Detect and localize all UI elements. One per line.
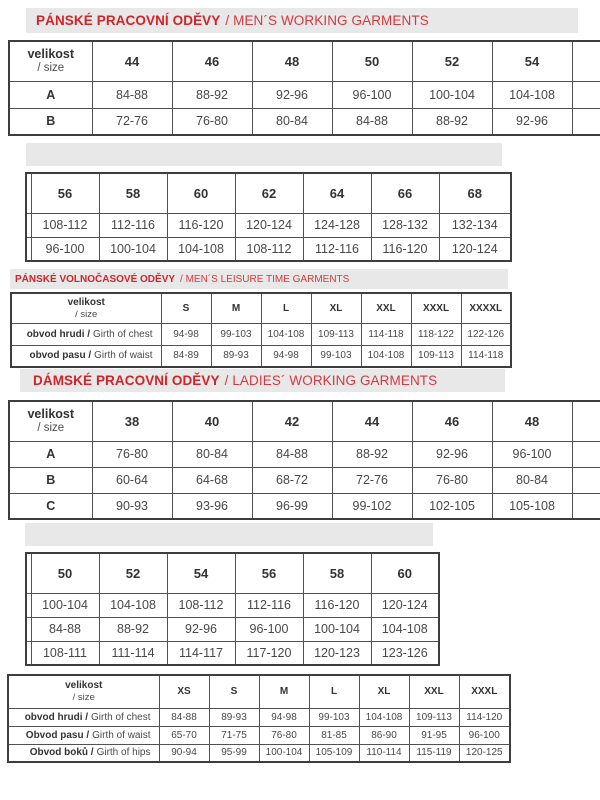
size-column-header: 42 [252,401,332,441]
size-column-header: 68 [439,173,511,213]
size-value-cell: 94-98 [261,345,311,367]
size-column-header: M [259,675,309,708]
size-column-header: 62 [235,173,303,213]
size-value-cell: 117-120 [235,641,303,665]
size-value-cell: 112-116 [303,237,371,261]
header-row [9,41,600,81]
row-label-english: Girth of waist [94,350,153,362]
size-value-cell: 64-68 [172,467,252,493]
size-value-cell: 108-112 [167,593,235,617]
header-row [26,553,439,593]
size-value-cell: 115-119 [409,744,459,762]
size-column-header: M [211,293,261,323]
size-column-header: 54 [167,553,235,593]
size-value-cell: 84-88 [332,108,412,135]
row-label: B [9,108,92,135]
size-label-english: / size [75,308,98,320]
cut-column [572,81,600,108]
size-label-header [11,293,161,323]
section-title-mens-working [26,8,578,33]
header-row [11,293,511,323]
header-row [26,173,511,213]
cut-column [572,467,600,493]
size-value-cell: 60-64 [92,467,172,493]
size-value-cell: 84-89 [161,345,211,367]
table-row [26,213,511,237]
size-value-cell: 124-128 [303,213,371,237]
size-value-cell: 114-120 [459,708,510,726]
size-value-cell: 132-134 [439,213,511,237]
mens-leisure-sizes-table [10,292,512,368]
size-value-cell: 104-108 [167,237,235,261]
size-value-cell: 88-92 [412,108,492,135]
table-row [26,617,439,641]
size-column-header: 48 [252,41,332,81]
table-row [9,493,600,519]
size-value-cell: 92-96 [492,108,572,135]
size-column-header: XXXXL [461,293,511,323]
mens-working-sizes-table-1 [8,40,600,136]
table-row [11,345,511,367]
size-column-header: XXXL [459,675,510,708]
ladies-working-sizes-table-1 [8,400,600,520]
size-column-header: 64 [303,173,371,213]
size-column-header: 58 [99,173,167,213]
size-value-cell: 109-113 [311,323,361,345]
section-title-czech: DÁMSKÉ PRACOVNÍ ODĚVY [33,373,220,388]
size-value-cell: 76-80 [172,108,252,135]
size-value-cell: 120-124 [439,237,511,261]
size-value-cell: 104-108 [359,708,409,726]
size-column-header: XXL [409,675,459,708]
table-row [8,708,510,726]
size-value-cell: 72-76 [92,108,172,135]
size-value-cell: 84-88 [92,81,172,108]
size-value-cell: 105-108 [492,493,572,519]
size-value-cell: 84-88 [159,708,209,726]
row-label [11,323,161,345]
row-label-czech: Obvod pasu / [25,729,90,741]
size-value-cell: 86-90 [359,726,409,744]
size-value-cell: 116-120 [371,237,439,261]
section-title-czech: PÁNSKÉ VOLNOČASOVÉ ODĚVY [15,273,176,285]
size-column-header: 56 [31,173,99,213]
size-value-cell: 108-111 [31,641,99,665]
cut-column [572,401,600,441]
row-label: C [9,493,92,519]
size-label-header [9,401,92,441]
table-row [8,744,510,762]
size-value-cell: 104-108 [361,345,411,367]
size-column-header: XL [311,293,361,323]
size-value-cell: 94-98 [259,708,309,726]
section-title-mens-leisure [10,269,508,289]
size-value-cell: 100-104 [259,744,309,762]
row-label-english: Girth of chest [93,328,153,340]
size-value-cell: 114-117 [167,641,235,665]
divider-band [25,523,433,546]
size-value-cell: 92-96 [167,617,235,641]
size-value-cell: 93-96 [172,493,252,519]
cut-column [572,41,600,81]
section-title-english: / LADIES´ WORKING GARMENTS [224,373,438,388]
size-column-header: 52 [99,553,167,593]
size-column-header: 38 [92,401,172,441]
size-value-cell: 123-126 [371,641,439,665]
size-value-cell: 99-103 [311,345,361,367]
size-value-cell: 120-125 [459,744,510,762]
size-column-header: 48 [492,401,572,441]
size-column-header: 60 [371,553,439,593]
size-value-cell: 96-100 [492,441,572,467]
size-value-cell: 96-99 [252,493,332,519]
size-value-cell: 95-99 [209,744,259,762]
row-label: A [9,441,92,467]
size-column-header: 58 [303,553,371,593]
size-column-header: 44 [92,41,172,81]
size-value-cell: 99-103 [309,708,359,726]
row-label: A [9,81,92,108]
divider-band [26,143,502,166]
row-label-czech: obvod pasu / [29,350,92,362]
size-value-cell: 111-114 [99,641,167,665]
size-value-cell: 88-92 [332,441,412,467]
size-value-cell: 116-120 [303,593,371,617]
size-column-header: 54 [492,41,572,81]
table-row [9,441,600,467]
size-column-header: 44 [332,401,412,441]
row-label [11,345,161,367]
size-column-header: 50 [31,553,99,593]
size-value-cell: 99-103 [211,323,261,345]
size-value-cell: 96-100 [31,237,99,261]
size-value-cell: 104-108 [371,617,439,641]
cut-column [572,441,600,467]
table-row [9,467,600,493]
size-value-cell: 120-123 [303,641,371,665]
size-label-czech: velikost [27,46,75,61]
mens-working-sizes-table-1-wrapper [8,40,600,136]
size-value-cell: 100-104 [31,593,99,617]
size-value-cell: 102-105 [412,493,492,519]
size-value-cell: 118-122 [411,323,461,345]
size-value-cell: 108-112 [31,213,99,237]
size-column-header: 46 [172,41,252,81]
section-title-english: / MEN´S WORKING GARMENTS [225,13,429,28]
table-row [26,593,439,617]
size-value-cell: 104-108 [492,81,572,108]
size-value-cell: 90-93 [92,493,172,519]
size-value-cell: 76-80 [92,441,172,467]
mens-leisure-sizes-table-wrapper [10,292,512,368]
size-value-cell: 80-84 [252,108,332,135]
table-row [26,641,439,665]
size-value-cell: 110-114 [359,744,409,762]
mens-working-sizes-table-2 [25,172,512,262]
ladies-measurements-table [7,674,511,763]
size-value-cell: 120-124 [235,213,303,237]
row-label-czech: obvod hrudi / [26,328,91,340]
size-column-header: S [209,675,259,708]
size-column-header: 50 [332,41,412,81]
size-value-cell: 88-92 [172,81,252,108]
row-label [8,744,159,762]
cut-column [572,493,600,519]
size-value-cell: 122-126 [461,323,511,345]
row-label-english: Girth of chest [91,711,151,723]
section-title-czech: PÁNSKÉ PRACOVNÍ ODĚVY [36,13,221,28]
size-column-header: XXXL [411,293,461,323]
size-value-cell: 109-113 [409,708,459,726]
size-label-czech: velikost [67,296,105,308]
row-label-czech: obvod hrudi / [24,711,89,723]
size-value-cell: 109-113 [411,345,461,367]
size-value-cell: 105-109 [309,744,359,762]
row-label-english: Girth of hips [96,747,151,759]
ladies-working-sizes-table-1-wrapper [8,400,600,520]
size-value-cell: 112-116 [99,213,167,237]
size-column-header: 46 [412,401,492,441]
size-value-cell: 96-100 [332,81,412,108]
size-column-header: XXL [361,293,411,323]
size-value-cell: 76-80 [259,726,309,744]
size-column-header: 40 [172,401,252,441]
size-value-cell: 96-100 [459,726,510,744]
size-value-cell: 68-72 [252,467,332,493]
size-value-cell: 100-104 [303,617,371,641]
row-label [8,708,159,726]
size-value-cell: 108-112 [235,237,303,261]
size-value-cell: 96-100 [235,617,303,641]
size-value-cell: 104-108 [99,593,167,617]
ladies-measurements-table-wrapper [7,674,511,763]
size-value-cell: 94-98 [161,323,211,345]
size-value-cell: 114-118 [461,345,511,367]
table-row [9,81,600,108]
row-label-english: Girth of waist [92,729,151,741]
size-value-cell: 100-104 [99,237,167,261]
size-value-cell: 80-84 [492,467,572,493]
size-column-header: 66 [371,173,439,213]
size-value-cell: 90-94 [159,744,209,762]
ladies-working-sizes-table-2 [25,552,440,666]
size-value-cell: 71-75 [209,726,259,744]
size-value-cell: 99-102 [332,493,412,519]
size-column-header: 60 [167,173,235,213]
size-value-cell: 112-116 [235,593,303,617]
size-value-cell: 89-93 [211,345,261,367]
size-column-header: L [261,293,311,323]
mens-working-sizes-table-2-wrapper [25,172,512,262]
size-value-cell: 84-88 [31,617,99,641]
size-value-cell: 116-120 [167,213,235,237]
header-row [9,401,600,441]
size-value-cell: 81-85 [309,726,359,744]
size-column-header: L [309,675,359,708]
size-value-cell: 84-88 [252,441,332,467]
size-value-cell: 128-132 [371,213,439,237]
row-label-czech: Obvod boků / [29,747,94,759]
row-label [8,726,159,744]
size-column-header: XL [359,675,409,708]
size-label-header [8,675,159,708]
section-title-english: / MEN´S LEISURE TIME GARMENTS [180,273,350,285]
size-value-cell: 88-92 [99,617,167,641]
table-row [9,108,600,135]
ladies-working-sizes-table-2-wrapper [25,552,440,666]
size-value-cell: 120-124 [371,593,439,617]
size-label-czech: velikost [27,406,75,421]
size-label-header [9,41,92,81]
size-value-cell: 72-76 [332,467,412,493]
size-value-cell: 89-93 [209,708,259,726]
table-row [11,323,511,345]
size-value-cell: 104-108 [261,323,311,345]
cut-column [572,108,600,135]
size-label-czech: velikost [65,680,103,692]
size-value-cell: 92-96 [252,81,332,108]
size-label-english: / size [37,421,65,434]
size-value-cell: 80-84 [172,441,252,467]
size-label-english: / size [72,692,95,704]
size-label-english: / size [37,61,65,74]
table-row [8,726,510,744]
table-row [26,237,511,261]
size-column-header: 56 [235,553,303,593]
size-value-cell: 100-104 [412,81,492,108]
size-column-header: XS [159,675,209,708]
size-value-cell: 92-96 [412,441,492,467]
header-row [8,675,510,708]
size-value-cell: 76-80 [412,467,492,493]
row-label: B [9,467,92,493]
size-column-header: 52 [412,41,492,81]
size-value-cell: 65-70 [159,726,209,744]
size-value-cell: 114-118 [361,323,411,345]
size-column-header: S [161,293,211,323]
size-value-cell: 91-95 [409,726,459,744]
section-title-ladies-working [20,369,505,392]
